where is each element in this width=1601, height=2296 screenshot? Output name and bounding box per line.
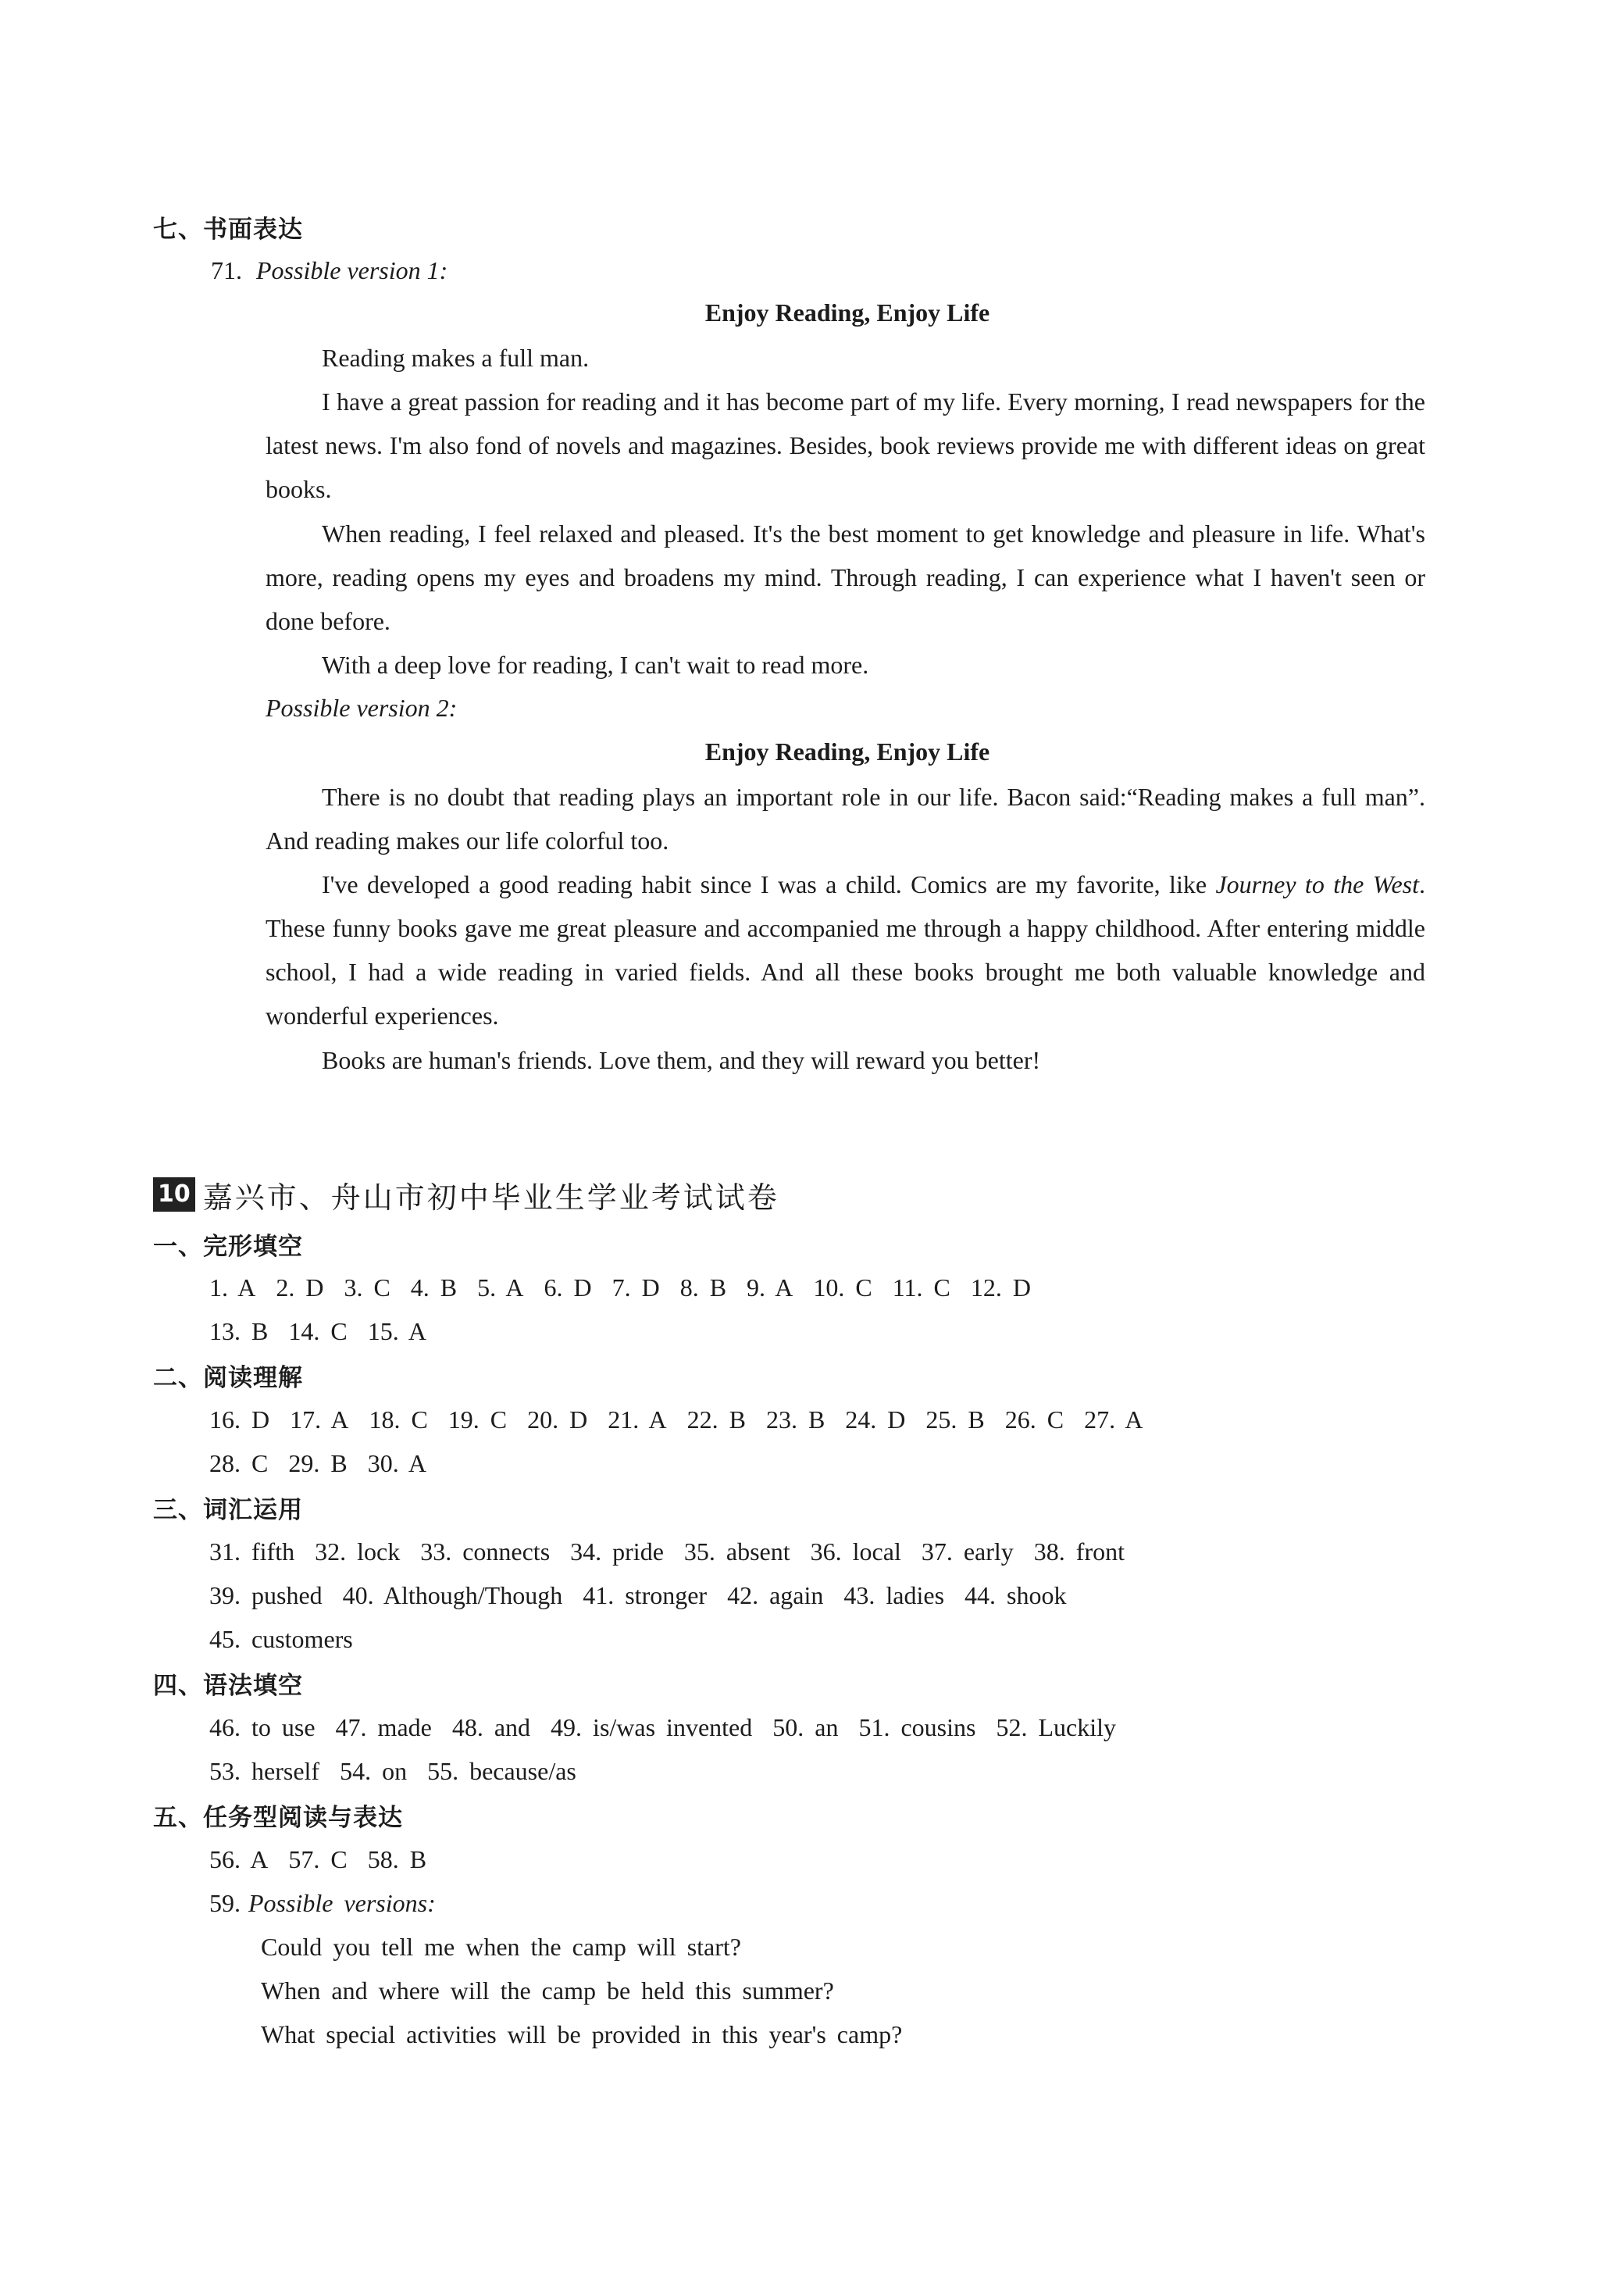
answer-20: 20. D [527,1405,588,1434]
version1-label: Possible version 1: [256,256,448,284]
answer-27: 27. A [1084,1405,1143,1434]
answer-28: 28. C [209,1449,269,1477]
answer-3: 3. C [344,1273,390,1302]
answer-47: 47. made [335,1713,432,1741]
answer-6: 6. D [544,1273,592,1302]
answer-49: 49. is/was invented [551,1713,753,1741]
grammar-answers-row-1 [209,1712,1136,1743]
answer-44: 44. shook [965,1581,1067,1609]
answer-43: 43. ladies [843,1581,945,1609]
reading-answers-row-2 [209,1448,447,1479]
answer-55: 55. because/as [427,1757,576,1785]
book-title-journey-to-the-west: Journey to the West [1215,870,1420,898]
answer-2: 2. D [276,1273,324,1302]
essay2-title: Enjoy Reading, Enjoy Life [704,737,990,766]
answer-29: 29. B [288,1449,348,1477]
answer-17: 17. A [290,1405,349,1434]
essay1-para-2: I have a great passion for reading and it has become part of my life. Every morning, I read newspapers for the latest news. I'm also fond of novels and magazines. Besides, book reviews provide me with different ideas on great books. [266,387,1425,503]
grammar-answers-row-2 [209,1755,597,1787]
section-heading-vocabulary: 三、词汇运用 [153,1496,303,1524]
essay2-para-2 [266,862,1425,1037]
answer-48: 48. and [451,1713,531,1741]
reading-answers-row-1 [209,1404,1163,1435]
q59-label: 59. [209,1889,241,1917]
answer-37: 37. early [921,1537,1014,1566]
answer-32: 32. lock [315,1537,401,1566]
essay2-para-1: There is no doubt that reading plays an important role in our life. Bacon said:“Reading makes a full man”. And reading makes our life colorful too. [266,783,1425,855]
q59-version-3: What special activities will be provided in this year's camp? [261,2020,903,2048]
essay2-para-2-end: . These funny books gave me great pleasure and accompanied me through a happy childhood. After entering middle school, I had a wide reading in varied fields. And all these books brought me both valuable knowledge and wonderful experiences. [266,870,1426,1030]
paper-number-badge: 10 [153,1177,195,1212]
answer-42: 42. again [727,1581,824,1609]
cloze-answers-row-1 [209,1272,1051,1303]
vocab-answers-row-2 [209,1580,1086,1611]
answer-40: 40. Although/Though [342,1581,563,1609]
answer-15: 15. A [367,1317,427,1345]
answer-53: 53. herself [209,1757,320,1785]
answer-45: 45. customers [209,1625,353,1653]
answer-38: 38. front [1033,1537,1125,1566]
answer-25: 25. B [925,1405,985,1434]
paper-10-header [153,1177,779,1215]
vocab-answers-row-1 [209,1536,1145,1567]
answer-10: 10. C [813,1273,872,1302]
answer-1: 1. A [209,1273,256,1302]
answer-30: 30. A [367,1449,427,1477]
essay1-para-1: Reading makes a full man. [322,344,590,372]
answer-7: 7. D [612,1273,660,1302]
section-heading-cloze: 一、完形填空 [153,1233,303,1261]
essay1-para-3: When reading, I feel relaxed and pleased. It's the best moment to get knowledge and pleasure in life. What's more, reading opens my eyes and broadens my mind. Through reading, I can experience what I haven't seen or done before. [266,520,1425,635]
answer-18: 18. C [369,1405,428,1434]
paper-title: 嘉兴市、舟山市初中毕业生学业考试试卷 [202,1180,779,1215]
essay2-para-2-start: I've developed a good reading habit since I was a child. Comics are my favorite, like [322,870,1216,898]
section-heading-reading: 二、阅读理解 [153,1364,303,1392]
answer-58: 58. B [367,1845,427,1873]
version2-label: Possible version 2: [266,694,458,722]
answer-11: 11. C [892,1273,950,1302]
essay1-para-4: With a deep love for reading, I can't wait to read more. [322,651,869,679]
answer-34: 34. pride [570,1537,664,1566]
cloze-answers-row-2 [209,1316,447,1347]
answer-35: 35. absent [683,1537,790,1566]
answer-39: 39. pushed [209,1581,323,1609]
q71-line [211,255,447,286]
answer-57: 57. C [288,1845,348,1873]
answer-36: 36. local [810,1537,901,1566]
answer-16: 16. D [209,1405,270,1434]
section-heading-task-reading: 五、任务型阅读与表达 [153,1804,403,1832]
answer-41: 41. stronger [583,1581,708,1609]
task-answers-row-1 [209,1844,447,1875]
answer-56: 56. A [209,1845,269,1873]
answer-19: 19. C [447,1405,508,1434]
answer-46: 46. to use [209,1713,316,1741]
essay1-title: Enjoy Reading, Enjoy Life [704,298,990,327]
answer-54: 54. on [340,1757,408,1785]
q71-label: 71. [211,256,242,284]
answer-23: 23. B [765,1405,825,1434]
answer-12: 12. D [970,1273,1031,1302]
answer-51: 51. cousins [858,1713,976,1741]
q59-versions-label: Possible versions: [248,1889,436,1917]
answer-31: 31. fifth [209,1537,295,1566]
section-heading-writing: 七、书面表达 [153,216,303,244]
answer-4: 4. B [410,1273,458,1302]
q59-version-2: When and where will the camp be held this summer? [261,1976,834,2005]
answer-9: 9. A [747,1273,793,1302]
answer-5: 5. A [477,1273,524,1302]
answer-50: 50. an [772,1713,839,1741]
answer-24: 24. D [845,1405,906,1434]
answer-14: 14. C [288,1317,348,1345]
answer-13: 13. B [209,1317,269,1345]
q59-version-1: Could you tell me when the camp will start? [261,1933,741,1961]
answer-21: 21. A [608,1405,667,1434]
answer-33: 33. connects [420,1537,551,1566]
answer-26: 26. C [1004,1405,1064,1434]
section-heading-grammar: 四、语法填空 [153,1672,303,1700]
essay2-para-3: Books are human's friends. Love them, and they will reward you better! [322,1046,1041,1074]
vocab-answers-row-3 [209,1623,373,1655]
answer-8: 8. B [679,1273,727,1302]
q59-line [209,1887,456,1919]
answer-52: 52. Luckily [996,1713,1116,1741]
answer-22: 22. B [686,1405,746,1434]
